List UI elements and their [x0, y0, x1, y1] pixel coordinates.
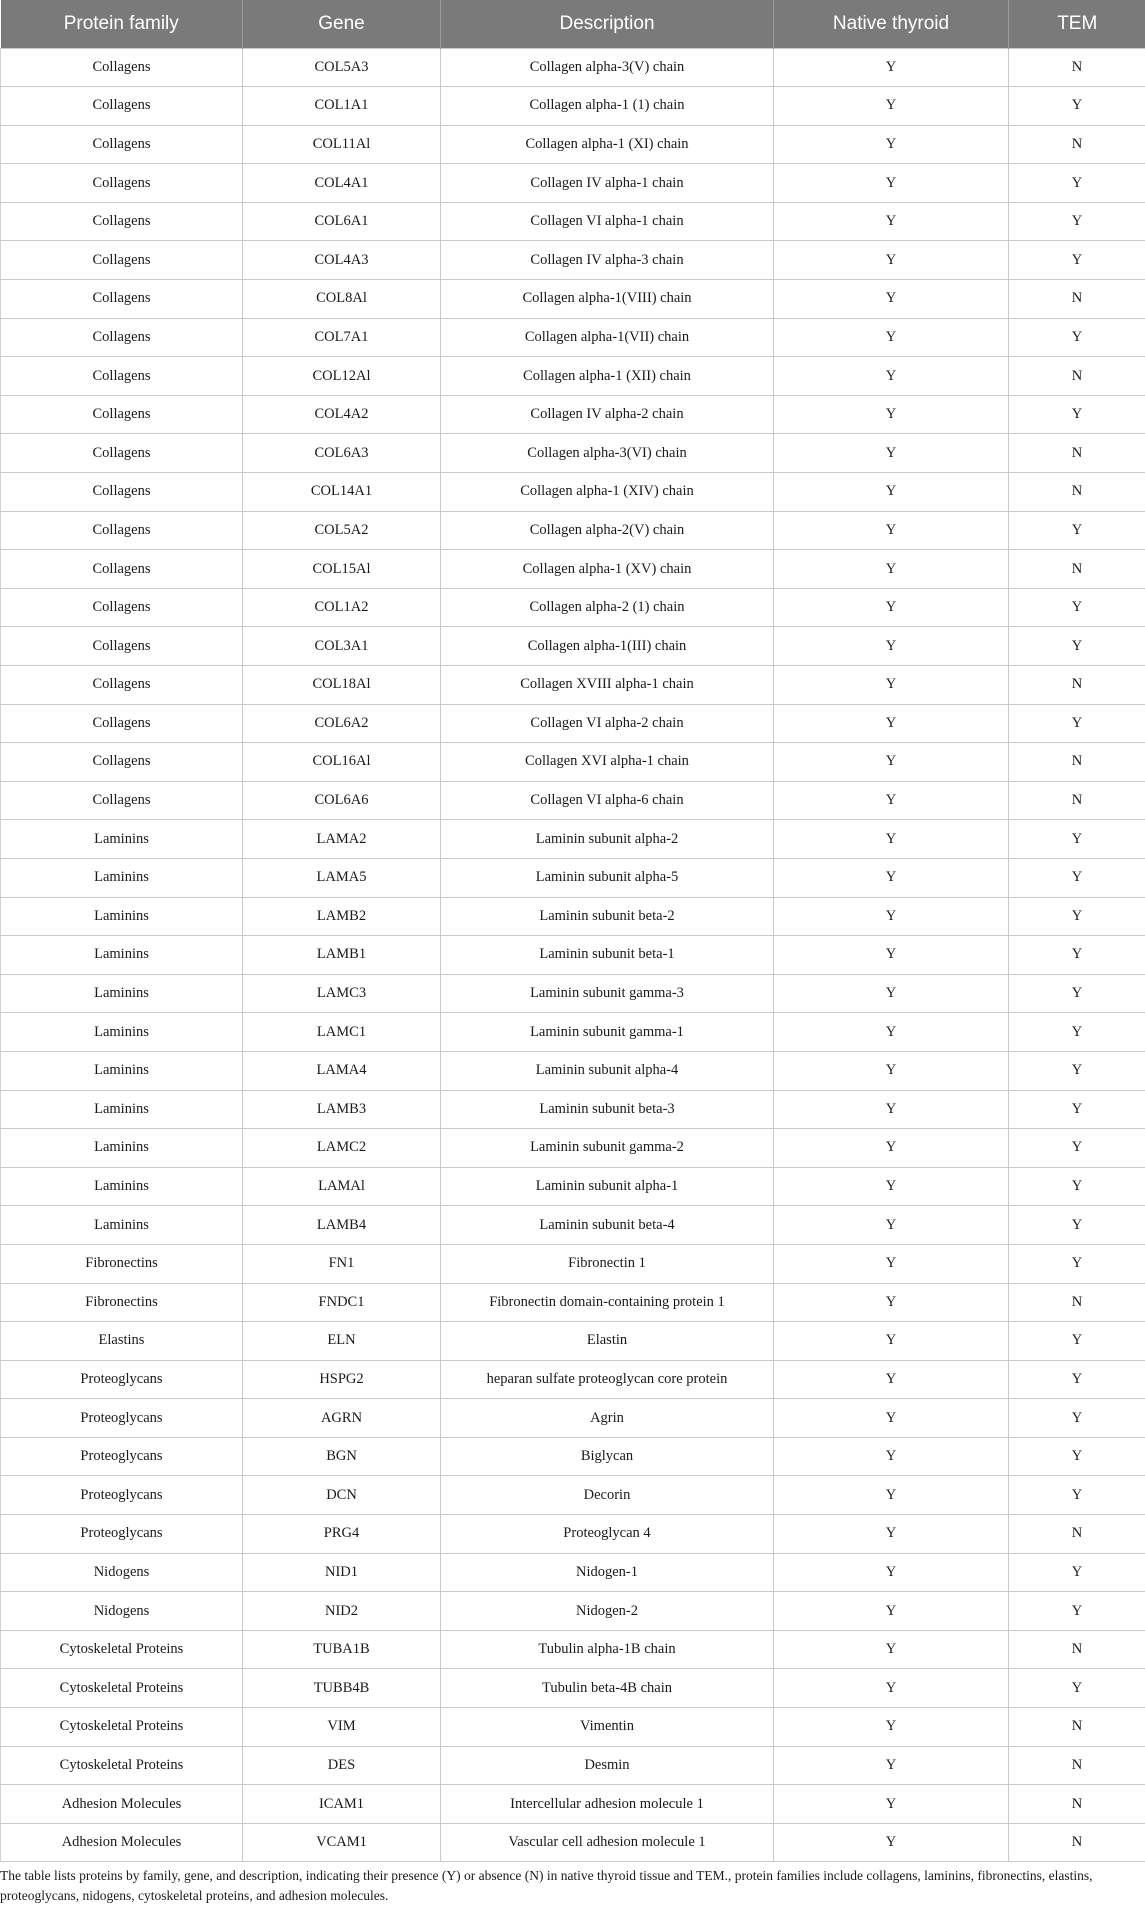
cell-native-thyroid: Y	[774, 1823, 1009, 1862]
cell-native-thyroid: Y	[774, 1399, 1009, 1438]
cell-description: Tubulin beta-4B chain	[441, 1669, 774, 1708]
cell-native-thyroid: Y	[774, 434, 1009, 473]
cell-tem: Y	[1009, 1244, 1145, 1283]
cell-gene: LAMB1	[243, 936, 441, 975]
cell-gene: ICAM1	[243, 1785, 441, 1824]
table-row	[1, 1129, 1145, 1168]
cell-description: Vascular cell adhesion molecule 1	[441, 1823, 774, 1862]
cell-tem: Y	[1009, 897, 1145, 936]
cell-tem: N	[1009, 125, 1145, 164]
cell-gene: COL6A2	[243, 704, 441, 743]
cell-tem: N	[1009, 48, 1145, 87]
table-row	[1, 1322, 1145, 1361]
table-row	[1, 473, 1145, 512]
cell-protein-family: Collagens	[1, 627, 243, 666]
table-row	[1, 781, 1145, 820]
cell-protein-family: Laminins	[1, 1090, 243, 1129]
table-row	[1, 1515, 1145, 1554]
cell-protein-family: Collagens	[1, 318, 243, 357]
table-row	[1, 1553, 1145, 1592]
cell-protein-family: Proteoglycans	[1, 1399, 243, 1438]
cell-native-thyroid: Y	[774, 550, 1009, 589]
table-row	[1, 627, 1145, 666]
cell-description: Collagen alpha-1(III) chain	[441, 627, 774, 666]
cell-gene: COL4A1	[243, 164, 441, 203]
cell-native-thyroid: Y	[774, 511, 1009, 550]
cell-tem: Y	[1009, 164, 1145, 203]
table-caption: The table lists proteins by family, gene, and description, indicating their presence (Y) or absence (N) in native thyroid tissue and TEM., protein families include collagens, laminins, fibronectins, elastins, proteoglycans, nidogens, cytoskeletal proteins, and adhesion molecules.	[0, 1862, 1140, 1906]
table-row	[1, 1283, 1145, 1322]
cell-native-thyroid: Y	[774, 395, 1009, 434]
cell-description: Fibronectin domain-containing protein 1	[441, 1283, 774, 1322]
cell-tem: N	[1009, 1785, 1145, 1824]
cell-gene: ELN	[243, 1322, 441, 1361]
cell-protein-family: Collagens	[1, 125, 243, 164]
cell-gene: BGN	[243, 1437, 441, 1476]
cell-native-thyroid: Y	[774, 1051, 1009, 1090]
cell-protein-family: Cytoskeletal Proteins	[1, 1630, 243, 1669]
cell-native-thyroid: Y	[774, 1553, 1009, 1592]
table-row	[1, 1090, 1145, 1129]
cell-native-thyroid: Y	[774, 280, 1009, 319]
cell-protein-family: Laminins	[1, 936, 243, 975]
cell-gene: COL5A2	[243, 511, 441, 550]
cell-native-thyroid: Y	[774, 1669, 1009, 1708]
cell-gene: DES	[243, 1746, 441, 1785]
cell-tem: N	[1009, 1746, 1145, 1785]
cell-native-thyroid: Y	[774, 1206, 1009, 1245]
cell-tem: Y	[1009, 1013, 1145, 1052]
table-row	[1, 1399, 1145, 1438]
cell-description: Collagen alpha-1 (XIV) chain	[441, 473, 774, 512]
table-row	[1, 125, 1145, 164]
cell-protein-family: Laminins	[1, 1051, 243, 1090]
cell-tem: Y	[1009, 1592, 1145, 1631]
cell-gene: COL8Al	[243, 280, 441, 319]
cell-description: Laminin subunit alpha-5	[441, 858, 774, 897]
cell-tem: N	[1009, 550, 1145, 589]
cell-gene: COL1A2	[243, 588, 441, 627]
cell-gene: LAMB4	[243, 1206, 441, 1245]
cell-description: Collagen alpha-2(V) chain	[441, 511, 774, 550]
cell-native-thyroid: Y	[774, 1708, 1009, 1747]
cell-protein-family: Proteoglycans	[1, 1476, 243, 1515]
table-row	[1, 1708, 1145, 1747]
cell-protein-family: Collagens	[1, 280, 243, 319]
cell-tem: Y	[1009, 1090, 1145, 1129]
cell-protein-family: Collagens	[1, 48, 243, 87]
cell-description: Collagen IV alpha-1 chain	[441, 164, 774, 203]
cell-tem: Y	[1009, 1322, 1145, 1361]
cell-description: Collagen alpha-1(VIII) chain	[441, 280, 774, 319]
cell-description: Fibronectin 1	[441, 1244, 774, 1283]
table-row	[1, 936, 1145, 975]
cell-protein-family: Laminins	[1, 1167, 243, 1206]
cell-protein-family: Adhesion Molecules	[1, 1823, 243, 1862]
table-row	[1, 1592, 1145, 1631]
cell-protein-family: Fibronectins	[1, 1283, 243, 1322]
cell-native-thyroid: Y	[774, 781, 1009, 820]
cell-gene: COL4A2	[243, 395, 441, 434]
cell-native-thyroid: Y	[774, 125, 1009, 164]
cell-gene: COL6A6	[243, 781, 441, 820]
cell-description: Biglycan	[441, 1437, 774, 1476]
cell-protein-family: Collagens	[1, 666, 243, 705]
cell-description: Decorin	[441, 1476, 774, 1515]
table-row	[1, 1669, 1145, 1708]
header-description: Description	[441, 0, 774, 48]
cell-gene: COL18Al	[243, 666, 441, 705]
cell-gene: NID1	[243, 1553, 441, 1592]
cell-protein-family: Cytoskeletal Proteins	[1, 1746, 243, 1785]
cell-native-thyroid: Y	[774, 241, 1009, 280]
cell-native-thyroid: Y	[774, 87, 1009, 126]
cell-native-thyroid: Y	[774, 743, 1009, 782]
cell-description: Laminin subunit alpha-2	[441, 820, 774, 859]
cell-native-thyroid: Y	[774, 1630, 1009, 1669]
cell-description: Intercellular adhesion molecule 1	[441, 1785, 774, 1824]
cell-tem: Y	[1009, 511, 1145, 550]
table-row	[1, 1630, 1145, 1669]
cell-description: Laminin subunit beta-2	[441, 897, 774, 936]
cell-tem: Y	[1009, 858, 1145, 897]
cell-description: Collagen IV alpha-3 chain	[441, 241, 774, 280]
cell-protein-family: Laminins	[1, 1129, 243, 1168]
cell-native-thyroid: Y	[774, 627, 1009, 666]
cell-native-thyroid: Y	[774, 704, 1009, 743]
table-row	[1, 974, 1145, 1013]
cell-tem: Y	[1009, 588, 1145, 627]
table-row	[1, 704, 1145, 743]
cell-description: Desmin	[441, 1746, 774, 1785]
cell-description: Elastin	[441, 1322, 774, 1361]
cell-gene: LAMA5	[243, 858, 441, 897]
cell-gene: LAMC3	[243, 974, 441, 1013]
table-row	[1, 280, 1145, 319]
cell-gene: LAMA4	[243, 1051, 441, 1090]
table-row	[1, 1167, 1145, 1206]
cell-protein-family: Nidogens	[1, 1592, 243, 1631]
cell-description: Tubulin alpha-1B chain	[441, 1630, 774, 1669]
cell-tem: Y	[1009, 1437, 1145, 1476]
cell-tem: Y	[1009, 87, 1145, 126]
cell-protein-family: Collagens	[1, 511, 243, 550]
table-row	[1, 820, 1145, 859]
cell-tem: N	[1009, 666, 1145, 705]
cell-gene: TUBB4B	[243, 1669, 441, 1708]
cell-tem: Y	[1009, 1360, 1145, 1399]
cell-description: Collagen alpha-3(V) chain	[441, 48, 774, 87]
cell-protein-family: Cytoskeletal Proteins	[1, 1708, 243, 1747]
cell-native-thyroid: Y	[774, 1437, 1009, 1476]
cell-tem: N	[1009, 1823, 1145, 1862]
cell-protein-family: Laminins	[1, 858, 243, 897]
cell-description: Collagen XVI alpha-1 chain	[441, 743, 774, 782]
cell-tem: Y	[1009, 1553, 1145, 1592]
cell-tem: N	[1009, 434, 1145, 473]
cell-protein-family: Collagens	[1, 87, 243, 126]
cell-native-thyroid: Y	[774, 1476, 1009, 1515]
cell-tem: Y	[1009, 627, 1145, 666]
cell-protein-family: Laminins	[1, 1013, 243, 1052]
cell-protein-family: Collagens	[1, 395, 243, 434]
table-row	[1, 858, 1145, 897]
cell-native-thyroid: Y	[774, 1283, 1009, 1322]
cell-gene: COL12Al	[243, 357, 441, 396]
table-row	[1, 588, 1145, 627]
cell-gene: LAMAl	[243, 1167, 441, 1206]
table-body	[1, 48, 1145, 1862]
table-row	[1, 202, 1145, 241]
cell-tem: N	[1009, 357, 1145, 396]
cell-native-thyroid: Y	[774, 858, 1009, 897]
cell-gene: COL1A1	[243, 87, 441, 126]
cell-protein-family: Collagens	[1, 473, 243, 512]
cell-native-thyroid: Y	[774, 318, 1009, 357]
cell-tem: Y	[1009, 820, 1145, 859]
cell-description: Laminin subunit alpha-1	[441, 1167, 774, 1206]
cell-gene: COL4A3	[243, 241, 441, 280]
cell-tem: Y	[1009, 974, 1145, 1013]
cell-gene: COL15Al	[243, 550, 441, 589]
cell-tem: Y	[1009, 1051, 1145, 1090]
table-row	[1, 357, 1145, 396]
cell-tem: N	[1009, 1630, 1145, 1669]
cell-description: Laminin subunit gamma-3	[441, 974, 774, 1013]
cell-gene: LAMC1	[243, 1013, 441, 1052]
cell-protein-family: Collagens	[1, 357, 243, 396]
table-row	[1, 1746, 1145, 1785]
cell-protein-family: Cytoskeletal Proteins	[1, 1669, 243, 1708]
cell-native-thyroid: Y	[774, 1244, 1009, 1283]
table-row	[1, 666, 1145, 705]
table-row	[1, 48, 1145, 87]
cell-description: Collagen IV alpha-2 chain	[441, 395, 774, 434]
header-row	[1, 0, 1145, 48]
cell-native-thyroid: Y	[774, 588, 1009, 627]
cell-gene: TUBA1B	[243, 1630, 441, 1669]
table-row	[1, 1476, 1145, 1515]
cell-description: Collagen alpha-1 (XI) chain	[441, 125, 774, 164]
cell-protein-family: Collagens	[1, 743, 243, 782]
cell-gene: COL6A1	[243, 202, 441, 241]
table-row	[1, 1013, 1145, 1052]
cell-tem: Y	[1009, 1206, 1145, 1245]
table-row	[1, 1051, 1145, 1090]
cell-native-thyroid: Y	[774, 48, 1009, 87]
cell-protein-family: Collagens	[1, 781, 243, 820]
cell-tem: N	[1009, 1283, 1145, 1322]
cell-description: Nidogen-2	[441, 1592, 774, 1631]
cell-native-thyroid: Y	[774, 897, 1009, 936]
cell-native-thyroid: Y	[774, 1746, 1009, 1785]
cell-gene: COL14A1	[243, 473, 441, 512]
header-protein-family: Protein family	[1, 0, 243, 48]
cell-native-thyroid: Y	[774, 164, 1009, 203]
cell-tem: Y	[1009, 241, 1145, 280]
cell-tem: N	[1009, 1708, 1145, 1747]
cell-native-thyroid: Y	[774, 202, 1009, 241]
cell-native-thyroid: Y	[774, 473, 1009, 512]
cell-description: Nidogen-1	[441, 1553, 774, 1592]
cell-gene: AGRN	[243, 1399, 441, 1438]
cell-tem: N	[1009, 743, 1145, 782]
cell-description: Collagen VI alpha-6 chain	[441, 781, 774, 820]
table-row	[1, 241, 1145, 280]
cell-protein-family: Adhesion Molecules	[1, 1785, 243, 1824]
header-native-thyroid: Native thyroid	[774, 0, 1009, 48]
cell-native-thyroid: Y	[774, 1322, 1009, 1361]
cell-protein-family: Proteoglycans	[1, 1437, 243, 1476]
cell-description: Agrin	[441, 1399, 774, 1438]
cell-tem: N	[1009, 1515, 1145, 1554]
cell-native-thyroid: Y	[774, 1592, 1009, 1631]
table-header	[1, 0, 1145, 48]
cell-protein-family: Laminins	[1, 1206, 243, 1245]
table-row	[1, 1823, 1145, 1862]
cell-description: Laminin subunit beta-4	[441, 1206, 774, 1245]
cell-native-thyroid: Y	[774, 820, 1009, 859]
table-row	[1, 511, 1145, 550]
cell-description: Collagen alpha-1 (XII) chain	[441, 357, 774, 396]
cell-gene: LAMB3	[243, 1090, 441, 1129]
cell-protein-family: Nidogens	[1, 1553, 243, 1592]
cell-protein-family: Collagens	[1, 550, 243, 589]
table-row	[1, 395, 1145, 434]
cell-native-thyroid: Y	[774, 1515, 1009, 1554]
cell-protein-family: Collagens	[1, 588, 243, 627]
cell-tem: Y	[1009, 704, 1145, 743]
cell-description: Proteoglycan 4	[441, 1515, 774, 1554]
cell-tem: Y	[1009, 1399, 1145, 1438]
cell-gene: LAMA2	[243, 820, 441, 859]
cell-description: Collagen alpha-3(VI) chain	[441, 434, 774, 473]
cell-native-thyroid: Y	[774, 974, 1009, 1013]
table-row	[1, 318, 1145, 357]
cell-gene: NID2	[243, 1592, 441, 1631]
table-row	[1, 1244, 1145, 1283]
table-row	[1, 164, 1145, 203]
cell-gene: LAMC2	[243, 1129, 441, 1168]
table-row	[1, 1360, 1145, 1399]
table-row	[1, 743, 1145, 782]
cell-protein-family: Collagens	[1, 241, 243, 280]
cell-tem: Y	[1009, 936, 1145, 975]
cell-description: Collagen VI alpha-1 chain	[441, 202, 774, 241]
cell-tem: Y	[1009, 395, 1145, 434]
cell-description: Collagen VI alpha-2 chain	[441, 704, 774, 743]
cell-gene: HSPG2	[243, 1360, 441, 1399]
cell-tem: Y	[1009, 202, 1145, 241]
cell-native-thyroid: Y	[774, 1167, 1009, 1206]
cell-tem: Y	[1009, 1669, 1145, 1708]
cell-description: Vimentin	[441, 1708, 774, 1747]
cell-protein-family: Laminins	[1, 974, 243, 1013]
cell-protein-family: Fibronectins	[1, 1244, 243, 1283]
cell-gene: COL7A1	[243, 318, 441, 357]
cell-protein-family: Proteoglycans	[1, 1515, 243, 1554]
cell-description: Collagen alpha-2 (1) chain	[441, 588, 774, 627]
cell-gene: COL6A3	[243, 434, 441, 473]
cell-description: Laminin subunit beta-1	[441, 936, 774, 975]
table-row	[1, 550, 1145, 589]
cell-description: Laminin subunit alpha-4	[441, 1051, 774, 1090]
cell-tem: Y	[1009, 318, 1145, 357]
cell-protein-family: Proteoglycans	[1, 1360, 243, 1399]
cell-gene: VCAM1	[243, 1823, 441, 1862]
cell-protein-family: Collagens	[1, 202, 243, 241]
cell-gene: COL5A3	[243, 48, 441, 87]
cell-native-thyroid: Y	[774, 1785, 1009, 1824]
cell-native-thyroid: Y	[774, 1013, 1009, 1052]
table-row	[1, 1785, 1145, 1824]
cell-gene: COL16Al	[243, 743, 441, 782]
cell-description: heparan sulfate proteoglycan core protein	[441, 1360, 774, 1399]
cell-native-thyroid: Y	[774, 357, 1009, 396]
cell-gene: COL11Al	[243, 125, 441, 164]
cell-description: Collagen alpha-1(VII) chain	[441, 318, 774, 357]
table-row	[1, 897, 1145, 936]
cell-description: Collagen alpha-1 (1) chain	[441, 87, 774, 126]
cell-description: Collagen XVIII alpha-1 chain	[441, 666, 774, 705]
cell-gene: COL3A1	[243, 627, 441, 666]
cell-protein-family: Laminins	[1, 897, 243, 936]
cell-tem: Y	[1009, 1167, 1145, 1206]
cell-native-thyroid: Y	[774, 666, 1009, 705]
cell-tem: Y	[1009, 1129, 1145, 1168]
cell-protein-family: Collagens	[1, 704, 243, 743]
cell-description: Collagen alpha-1 (XV) chain	[441, 550, 774, 589]
table-row	[1, 1206, 1145, 1245]
cell-gene: DCN	[243, 1476, 441, 1515]
cell-tem: N	[1009, 781, 1145, 820]
cell-gene: VIM	[243, 1708, 441, 1747]
header-gene: Gene	[243, 0, 441, 48]
cell-gene: PRG4	[243, 1515, 441, 1554]
cell-description: Laminin subunit gamma-1	[441, 1013, 774, 1052]
cell-tem: N	[1009, 280, 1145, 319]
cell-description: Laminin subunit gamma-2	[441, 1129, 774, 1168]
cell-protein-family: Collagens	[1, 434, 243, 473]
cell-protein-family: Collagens	[1, 164, 243, 203]
cell-gene: FNDC1	[243, 1283, 441, 1322]
cell-protein-family: Laminins	[1, 820, 243, 859]
table-row	[1, 434, 1145, 473]
cell-native-thyroid: Y	[774, 1090, 1009, 1129]
table-row	[1, 87, 1145, 126]
cell-tem: N	[1009, 473, 1145, 512]
cell-native-thyroid: Y	[774, 1360, 1009, 1399]
cell-native-thyroid: Y	[774, 936, 1009, 975]
cell-gene: LAMB2	[243, 897, 441, 936]
cell-tem: Y	[1009, 1476, 1145, 1515]
header-tem: TEM	[1009, 0, 1145, 48]
table-row	[1, 1437, 1145, 1476]
cell-native-thyroid: Y	[774, 1129, 1009, 1168]
cell-protein-family: Elastins	[1, 1322, 243, 1361]
cell-description: Laminin subunit beta-3	[441, 1090, 774, 1129]
cell-gene: FN1	[243, 1244, 441, 1283]
